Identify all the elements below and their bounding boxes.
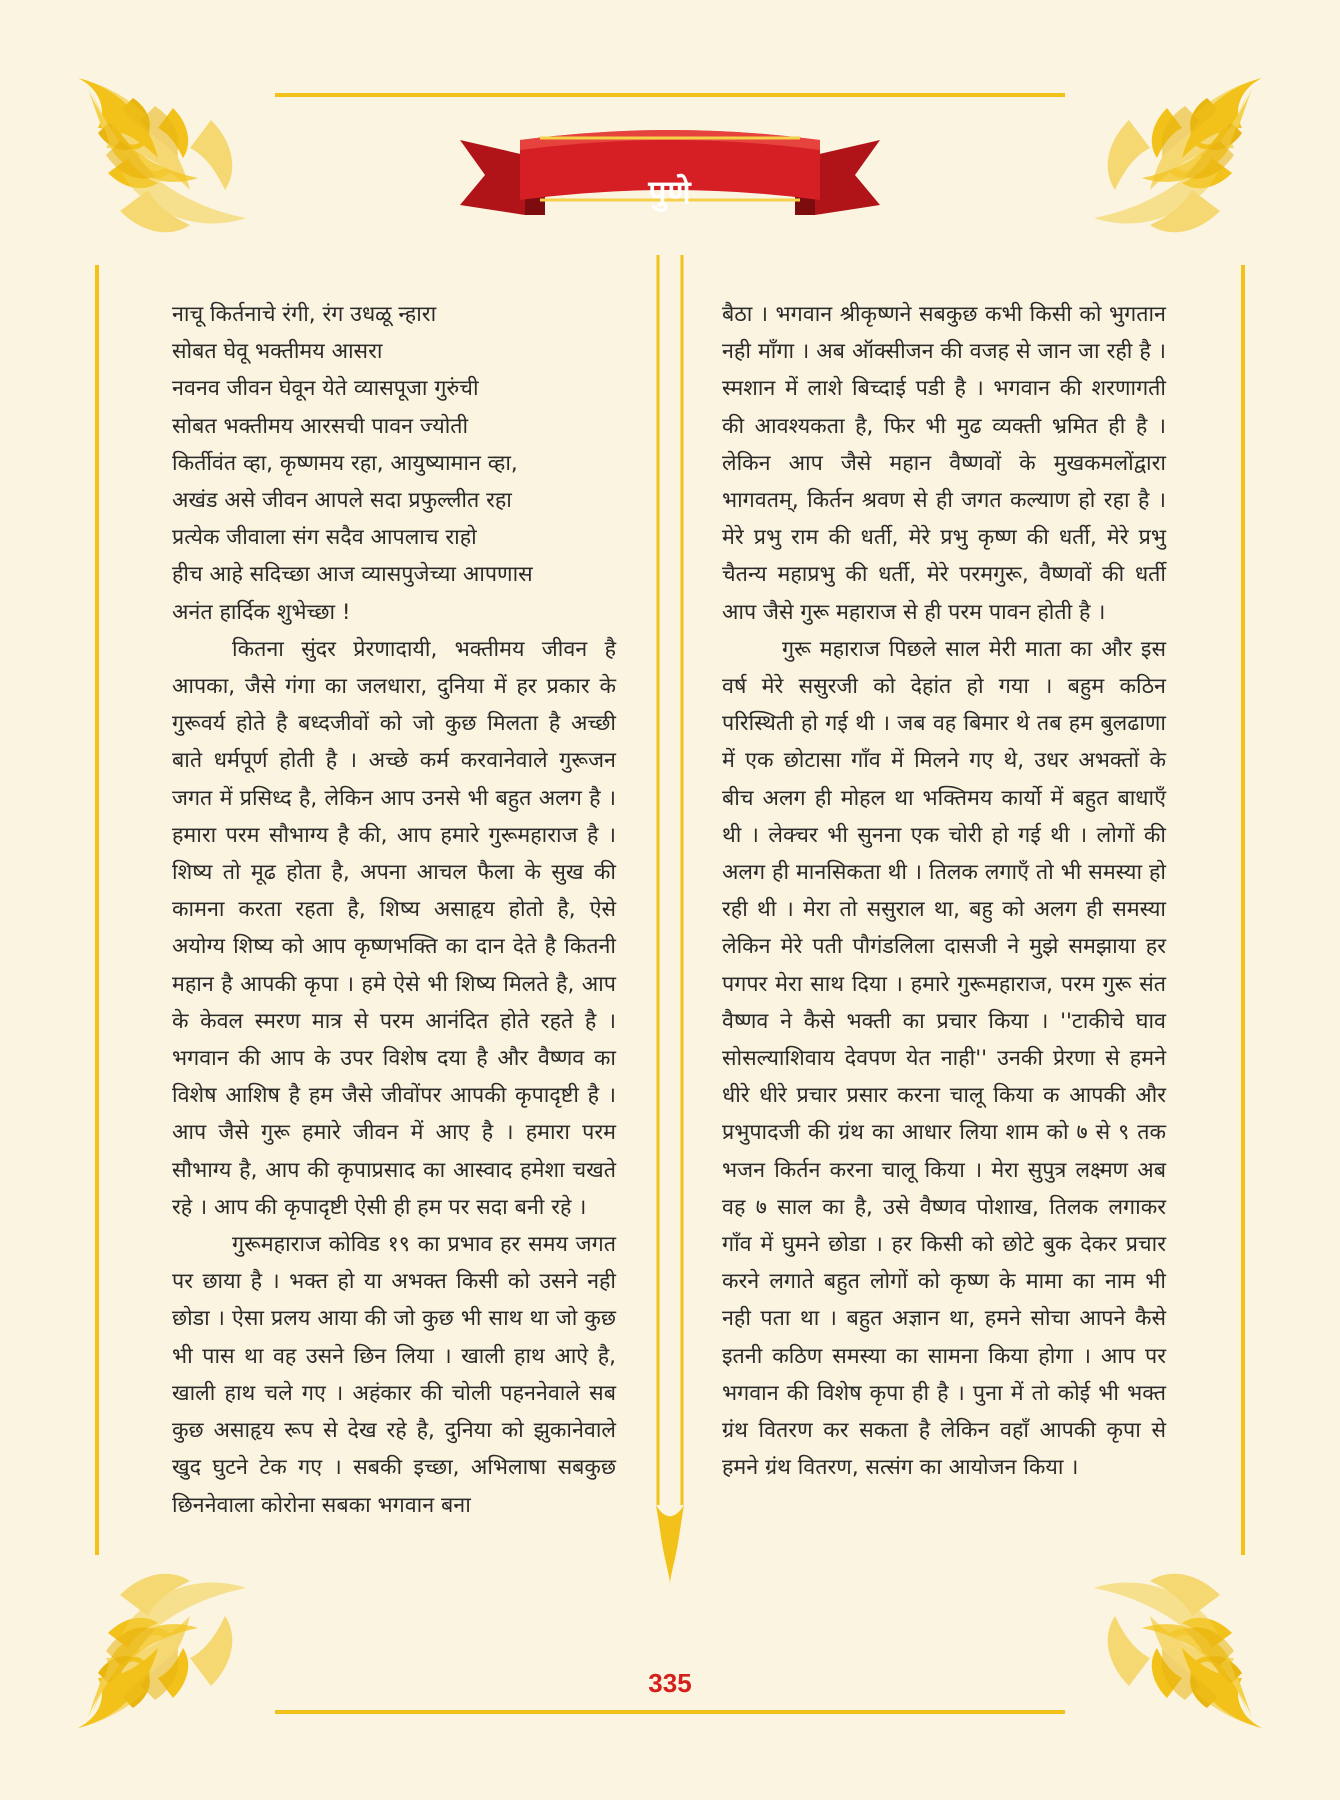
body-paragraph: गुरूमहाराज कोविड १९ का प्रभाव हर समय जगत पर छाया है । भक्त हो या अभक्त किसी को उसने नही छोडा । ऐसा प्रलय आया की जो कुछ भी साथ था जो कुछ भी पास था वह उसने छिन लिया । खाली हाथ आऐ है, खाली हाथ चले गए । अहंकार की चोली पहननेवाले सब कुछ असाहृय रूप से देख रहे है, दुनिया को झुकानेवाले खुद घुटने टेक गए । सबकी इच्छा, अभिलाषा सबकुछ छिननेवाला कोरोना सबका भगवान बना bbox=[172, 1232, 616, 1518]
poem-line: सोबत भक्तीमय आरसची पावन ज्योती bbox=[172, 413, 469, 439]
right-column bbox=[722, 296, 1166, 1487]
column-divider bbox=[656, 255, 684, 1585]
page-title: पुणे bbox=[648, 173, 692, 211]
poem-line: नाचू किर्तनाचे रंगी, रंग उधळू न्हारा bbox=[172, 302, 437, 327]
poem-line: सोबत घेवू भक्तीमय आसरा bbox=[172, 339, 383, 365]
page-number: 335 bbox=[648, 1668, 692, 1698]
left-column bbox=[172, 296, 616, 1524]
poem-line: किर्तीवंत व्हा, कृष्णमय रहा, आयुष्यामान व्हा, bbox=[172, 450, 518, 476]
corner-ornament-bottom-right bbox=[1094, 1574, 1262, 1728]
poem-line: नवनव जीवन घेवून येते व्यासपूजा गुरुंची bbox=[172, 376, 479, 402]
body-paragraph: बैठा । भगवान श्रीकृष्णने सबकुछ कभी किसी को भुगतान नही माँगा । अब ऑक्सीजन की वजह से जान जा रही है । स्मशान में लाशे बिच्दाई पडी है । भगवान की शरणागती की आवश्यकता है, फिर भी मुढ व्यक्ती भ्रमित ही है । लेकिन आप जैसे महान वैष्णवों के मुखकमलोंद्वारा भागवतम्, किर्तन श्रवण से ही जगत कल्याण हो रहा है । मेरे प्रभु राम की धर्ती, मेरे प्रभु कृष्ण की धर्ती, मेरे प्रभु चैतन्य महाप्रभु की धर्ती, मेरे परमगुरू, वैष्णवों की धर्ती आप जैसे गुरू महाराज से ही परम पावन होती है । bbox=[722, 302, 1166, 625]
body-paragraph: गुरू महाराज पिछले साल मेरी माता का और इस वर्ष मेरे ससुरजी को देहांत हो गया । बहुम कठिन परिस्थिती हो गई थी । जब वह बिमार थे तब हम बुलढाणा में एक छोटासा गाँव में मिलने गए थे, उधर अभक्तों के बीच अलग ही मोहल था भक्तिमय कार्यो में बहुत बाधाएँ थी । लेक्चर भी सुनना एक चोरी हो गई थी । लोगों की अलग ही मानसिकता थी । तिलक लगाएँ तो भी समस्या हो रही थी । मेरा तो ससुराल था, बहु को अलग ही समस्या लेकिन मेरे पती पौगंडलिला दासजी ने मुझे समझाया हर पगपर मेरा साथ दिया । हमारे गुरूमहाराज, परम गुरू संत वैष्णव ने कैसे भक्ती का प्रचार किया । ''टाकीचे घाव सोसल्याशिवाय देवपण येत नाही'' उनकी प्रेरणा से हमने धीरे धीरे प्रचार प्रसार करना चालू किया क आपकी और प्रभुपादजी की ग्रंथ का आधार लिया शाम को ७ से ९ तक भजन किर्तन करना चालू किया । मेरा सुपुत्र लक्ष्मण अब वह ७ साल का है, उसे वैष्णव पोशाख, तिलक लगाकर गाँव में घुमने छोडा । हर किसी को छोटे बुक देकर प्रचार करने लगाते बहुत लोगों को कृष्ण के मामा का नाम भी नही पता था । बहुत अज्ञान था, हमने सोचा आपने कैसे इतनी कठिण समस्या का सामना किया होगा । आप पर भगवान की विशेष कृपा ही है । पुना में तो कोई भी भक्त ग्रंथ वितरण कर सकता है लेकिन वहाँ आपकी कृपा से हमने ग्रंथ वितरण, सत्संग का आयोजन किया । bbox=[722, 636, 1166, 1481]
poem-line: प्रत्येक जीवाला संग सदैव आपलाच राहो bbox=[172, 525, 477, 551]
poem-line: अखंड असे जीवन आपले सदा प्रफुल्लीत रहा bbox=[172, 488, 512, 514]
poem-line: हीच आहे सदिच्छा आज व्यासपुजेच्या आपणास bbox=[172, 562, 533, 588]
body-paragraph: कितना सुंदर प्रेरणादायी, भक्तीमय जीवन है आपका, जैसे गंगा का जलधारा, दुनिया में हर प्रकार के गुरूवर्य होते है बध्दजीवों को जो कुछ मिलता है अच्छी बाते धर्मपूर्ण होती है । अच्छे कर्म करवानेवाले गुरूजन जगत में प्रसिध्द है, लेकिन आप उनसे भी बहुत अलग है । हमारा परम सौभाग्य है की, आप हमारे गुरूमहाराज है । शिष्य तो मूढ होता है, अपना आचल फैला के सुख की कामना करता रहता है, शिष्य असाहृय होतो है, ऐसे अयोग्य शिष्य को आप कृष्णभक्ति का दान देते है कितनी महान है आपकी कृपा । हमे ऐसे भी शिष्य मिलते है, आप के केवल स्मरण मात्र से परम आनंदित होते रहते है । भगवान की आप के उपर विशेष दया है और वैष्णव का विशेष आशिष है हम जैसे जीवोंपर आपकी कृपादृष्टी है । आप जैसे गुरू हमारे जीवन में आए है । हमारा परम सौभाग्य है, आप की कृपाप्रसाद का आस्वाद हमेशा चखते रहे । आप की कृपादृष्टी ऐसी ही हम पर सदा बनी रहे । bbox=[172, 636, 616, 1220]
poem-line: अनंत हार्दिक शुभेच्छा ! bbox=[172, 599, 351, 625]
poem bbox=[172, 296, 616, 631]
corner-ornament-bottom-left bbox=[78, 1574, 246, 1728]
